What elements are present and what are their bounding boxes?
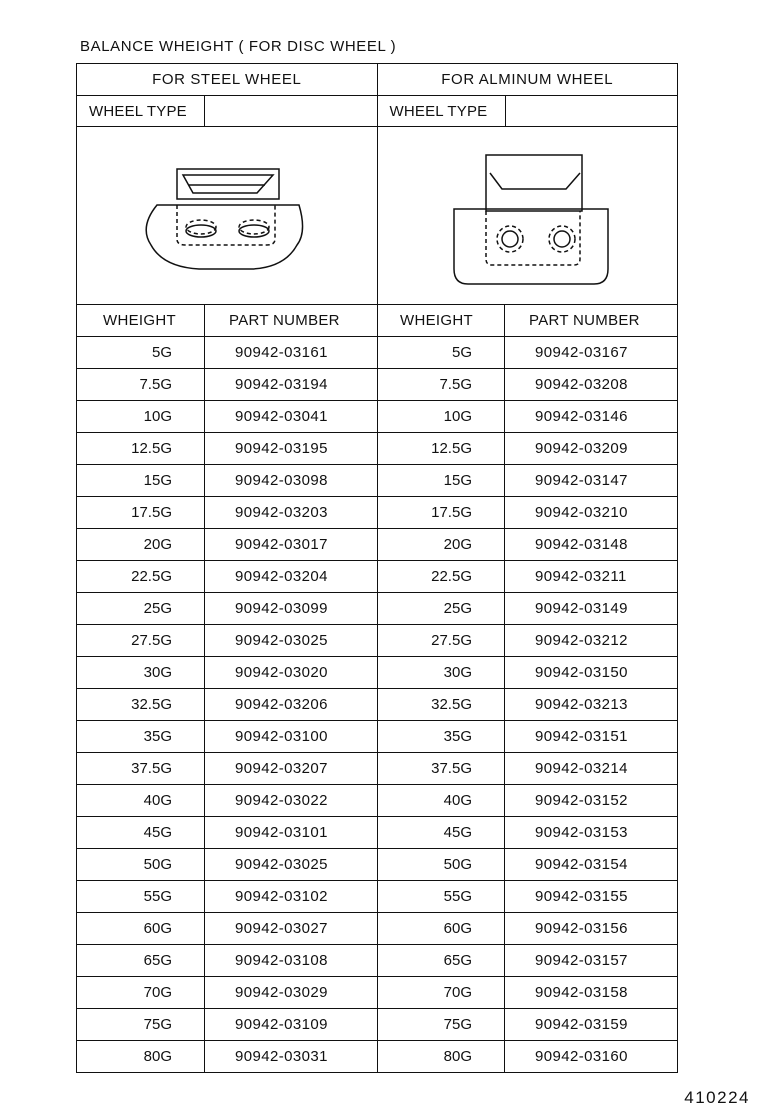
aluminum-part-number-cell: 90942-03209 [535,440,628,457]
steel-weight-cell: 30G [77,657,205,688]
aluminum-part-number-cell: 90942-03211 [535,568,627,585]
table-row [77,721,677,753]
steel-part-number-cell: 90942-03100 [235,728,328,745]
aluminum-part-number-cell: 90942-03150 [535,664,628,681]
aluminum-part-number-cell: 90942-03214 [535,760,628,777]
aluminum-weight-cell: 25G [377,593,505,624]
steel-weight-cell: 10G [77,401,205,432]
steel-weight-cell: 70G [77,977,205,1008]
steel-part-number-cell: 90942-03109 [235,1016,328,1033]
aluminum-part-number-cell: 90942-03154 [535,856,628,873]
steel-weight-cell: 60G [77,913,205,944]
table-row [77,369,677,401]
aluminum-weight-cell: 17.5G [377,497,505,528]
steel-part-number-cell: 90942-03203 [235,504,328,521]
steel-weight-cell: 20G [77,529,205,560]
aluminum-part-number-cell: 90942-03212 [535,632,628,649]
steel-weight-header: WHEIGHT [77,305,205,336]
table-row [77,529,677,561]
steel-weight-cell: 35G [77,721,205,752]
steel-wheel-type [77,96,377,126]
aluminum-part-number-cell: 90942-03155 [535,888,628,905]
aluminum-part-number-cell: 90942-03149 [535,600,628,617]
aluminum-weight-cell: 45G [377,817,505,848]
aluminum-part-number-cell: 90942-03146 [535,408,628,425]
aluminum-part-number-cell: 90942-03160 [535,1048,628,1065]
table-row [77,657,677,689]
steel-part-number-cell: 90942-03025 [235,632,328,649]
table-row [77,401,677,433]
aluminum-weight-cell: 30G [377,657,505,688]
aluminum-part-number-cell: 90942-03147 [535,472,628,489]
aluminum-weight-cell: 15G [377,465,505,496]
balance-weight-table [76,63,678,1073]
aluminum-wheel-type-value [506,96,678,126]
aluminum-weight-cell: 50G [377,849,505,880]
steel-wheel-weight-icon [77,127,377,304]
steel-part-number-cell: 90942-03041 [235,408,328,425]
aluminum-weight-cell: 60G [377,913,505,944]
aluminum-part-number-cell: 90942-03153 [535,824,628,841]
steel-part-number-cell: 90942-03206 [235,696,328,713]
table-row [77,849,677,881]
figure-code: 410224 [684,1088,750,1107]
aluminum-weight-cell: 32.5G [377,689,505,720]
steel-part-number-cell: 90942-03194 [235,376,328,393]
steel-part-number-cell: 90942-03029 [235,984,328,1001]
aluminum-wheel-type-label: WHEEL TYPE [378,96,506,126]
steel-part-number-cell: 90942-03027 [235,920,328,937]
steel-wheel-type-value [205,96,377,126]
aluminum-weight-cell: 27.5G [377,625,505,656]
aluminum-weight-cell: 70G [377,977,505,1008]
steel-part-number-header: PART NUMBER [229,312,340,329]
wheel-type-row [77,96,677,127]
table-row [77,625,677,657]
steel-weight-diagram [77,127,377,304]
aluminum-weight-diagram [377,127,678,304]
steel-weight-cell: 40G [77,785,205,816]
aluminum-weight-cell: 75G [377,1009,505,1040]
table-row [77,497,677,529]
steel-weight-cell: 17.5G [77,497,205,528]
steel-part-number-cell: 90942-03099 [235,600,328,617]
table-row [77,337,677,369]
table-row [77,785,677,817]
aluminum-part-number-cell: 90942-03167 [535,344,628,361]
steel-part-number-cell: 90942-03020 [235,664,328,681]
aluminum-part-number-cell: 90942-03159 [535,1016,628,1033]
aluminum-wheel-weight-icon [378,127,678,304]
table-row [77,945,677,977]
aluminum-part-number-cell: 90942-03152 [535,792,628,809]
table-row [77,977,677,1009]
aluminum-weight-cell: 10G [377,401,505,432]
aluminum-part-number-cell: 90942-03210 [535,504,628,521]
steel-weight-cell: 65G [77,945,205,976]
aluminum-part-number-cell: 90942-03148 [535,536,628,553]
steel-weight-cell: 75G [77,1009,205,1040]
aluminum-weight-cell: 40G [377,785,505,816]
steel-weight-cell: 5G [77,337,205,368]
steel-part-number-cell: 90942-03207 [235,760,328,777]
aluminum-weight-cell: 5G [377,337,505,368]
aluminum-weight-cell: 20G [377,529,505,560]
steel-part-number-cell: 90942-03101 [235,824,328,841]
weight-diagram-row [77,127,677,305]
steel-weight-cell: 7.5G [77,369,205,400]
steel-part-number-cell: 90942-03017 [235,536,328,553]
table-row [77,817,677,849]
table-row [77,689,677,721]
section-header-row [77,64,677,96]
table-row [77,433,677,465]
table-row [77,465,677,497]
table-row [77,593,677,625]
aluminum-part-number-cell: 90942-03208 [535,376,628,393]
steel-part-number-cell: 90942-03025 [235,856,328,873]
steel-weight-cell: 55G [77,881,205,912]
steel-weight-cell: 27.5G [77,625,205,656]
steel-part-number-cell: 90942-03031 [235,1048,328,1065]
table-body [77,337,677,1072]
steel-weight-cell: 37.5G [77,753,205,784]
steel-part-number-cell: 90942-03195 [235,440,328,457]
steel-weight-cell: 25G [77,593,205,624]
aluminum-weight-cell: 7.5G [377,369,505,400]
aluminum-weight-cell: 80G [377,1041,505,1072]
steel-part-number-cell: 90942-03108 [235,952,328,969]
steel-part-number-cell: 90942-03161 [235,344,328,361]
aluminum-weight-header: WHEIGHT [377,305,505,336]
steel-weight-cell: 12.5G [77,433,205,464]
steel-wheel-type-label: WHEEL TYPE [77,96,205,126]
table-row [77,881,677,913]
steel-weight-cell: 45G [77,817,205,848]
aluminum-part-number-header: PART NUMBER [529,312,640,329]
column-header-row [77,305,677,337]
table-row [77,913,677,945]
table-row [77,1041,677,1072]
aluminum-weight-cell: 35G [377,721,505,752]
aluminum-weight-cell: 12.5G [377,433,505,464]
aluminum-part-number-cell: 90942-03151 [535,728,628,745]
aluminum-wheel-type [377,96,678,126]
aluminum-weight-cell: 65G [377,945,505,976]
aluminum-part-number-cell: 90942-03156 [535,920,628,937]
steel-weight-cell: 22.5G [77,561,205,592]
steel-weight-cell: 50G [77,849,205,880]
steel-part-number-cell: 90942-03102 [235,888,328,905]
steel-weight-cell: 32.5G [77,689,205,720]
aluminum-weight-cell: 37.5G [377,753,505,784]
table-row [77,1009,677,1041]
steel-wheel-heading: FOR STEEL WHEEL [152,71,302,88]
aluminum-weight-cell: 22.5G [377,561,505,592]
table-row [77,753,677,785]
steel-part-number-cell: 90942-03022 [235,792,328,809]
aluminum-part-number-cell: 90942-03213 [535,696,628,713]
steel-part-number-cell: 90942-03098 [235,472,328,489]
aluminum-wheel-heading: FOR ALMINUM WHEEL [377,64,678,95]
steel-weight-cell: 80G [77,1041,205,1072]
aluminum-part-number-cell: 90942-03157 [535,952,628,969]
table-row [77,561,677,593]
steel-part-number-cell: 90942-03204 [235,568,328,585]
aluminum-part-number-cell: 90942-03158 [535,984,628,1001]
aluminum-weight-cell: 55G [377,881,505,912]
page-title: BALANCE WHEIGHT ( FOR DISC WHEEL ) [80,38,397,55]
steel-weight-cell: 15G [77,465,205,496]
